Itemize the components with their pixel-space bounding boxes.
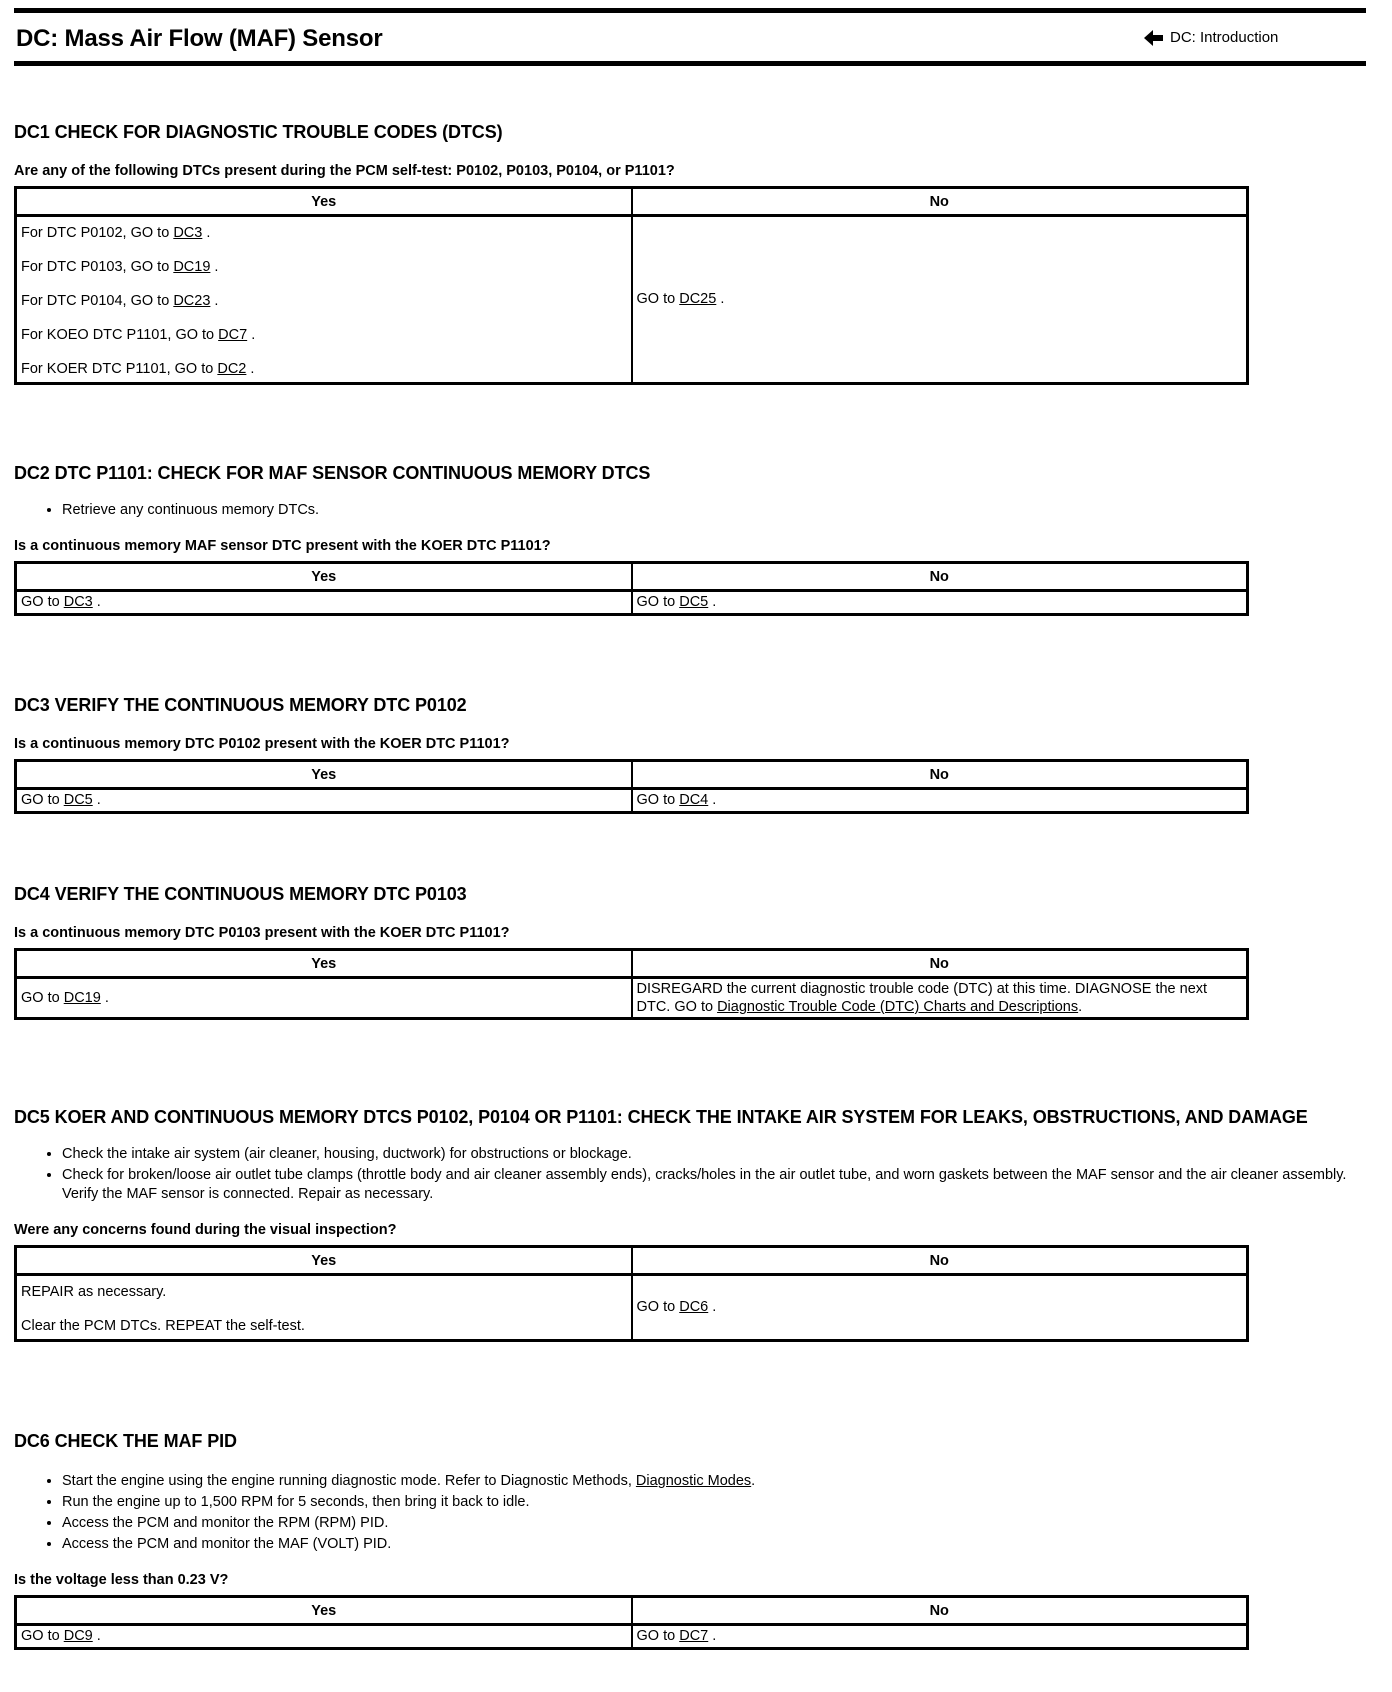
yes-header: Yes	[16, 950, 632, 978]
section-dc2	[14, 463, 1366, 616]
instruction-list	[14, 1145, 1366, 1204]
yes-header: Yes	[16, 761, 632, 789]
link-dc5[interactable]: DC5	[679, 594, 709, 610]
question: Is a continuous memory DTC P0103 present with the KOER DTC P1101?	[14, 925, 510, 941]
back-to-introduction-link[interactable]: DC: Introduction	[1144, 29, 1278, 46]
link-dc3[interactable]: DC3	[173, 225, 203, 241]
yes-header: Yes	[16, 1597, 632, 1625]
no-header: No	[632, 950, 1248, 978]
yes-line: For DTC P0104, GO to DC23 .	[21, 293, 219, 309]
instruction-item: • Access the PCM and monitor the RPM (RPM) PID.	[62, 1514, 1366, 1533]
no-header: No	[632, 188, 1248, 216]
question: Is a continuous memory DTC P0102 present with the KOER DTC P1101?	[14, 736, 510, 752]
link-dc25[interactable]: DC25	[679, 291, 717, 307]
no-header: No	[632, 1247, 1248, 1275]
link-dc23[interactable]: DC23	[173, 293, 211, 309]
instruction-item: • Access the PCM and monitor the MAF (VOLT) PID.	[62, 1535, 1366, 1554]
yes-header: Yes	[16, 188, 632, 216]
no-header: No	[632, 1597, 1248, 1625]
no-header: No	[632, 761, 1248, 789]
link-diagnostic-modes[interactable]: Diagnostic Modes	[635, 1473, 752, 1489]
link-dc6[interactable]: DC6	[679, 1299, 709, 1315]
arrow-left-icon	[1144, 30, 1164, 46]
no-cell: GO to DC4 .	[636, 792, 717, 808]
yes-line: For DTC P0102, GO to DC3 .	[21, 225, 211, 241]
section-heading: DC1 CHECK FOR DIAGNOSTIC TROUBLE CODES (DTCS)	[14, 122, 503, 142]
section-dc4	[14, 884, 1366, 1020]
link-dc2[interactable]: DC2	[217, 361, 247, 377]
section-heading: DC5 KOER AND CONTINUOUS MEMORY DTCS P0102, P0104 OR P1101: CHECK THE INTAKE AIR SYSTEM FOR LEAKS, OBSTRUCTIONS, AND DAMAGE	[14, 1107, 1308, 1127]
link-dc19[interactable]: DC19	[63, 989, 101, 1006]
page-title: DC: Mass Air Flow (MAF) Sensor	[16, 25, 383, 52]
section-dc6	[14, 1431, 1366, 1650]
instruction-item: • Run the engine up to 1,500 RPM for 5 seconds, then bring it back to idle.	[62, 1493, 1366, 1512]
yes-cell: GO to DC19 .	[16, 978, 632, 1019]
instruction-item: • Check for broken/loose air outlet tube clamps (throttle body and air cleaner assembly ends), cracks/holes in the air outlet tube, and worn gaskets between the MAF sensor and the air cleaner assembly. Verify the MAF sensor is connected. Repair as necessary.	[62, 1166, 1366, 1204]
link-dc3[interactable]: DC3	[63, 594, 93, 610]
yes-no-table	[14, 1245, 1249, 1342]
no-header: No	[632, 563, 1248, 591]
link-dc7[interactable]: DC7	[679, 1628, 709, 1644]
link-dc5[interactable]: DC5	[63, 792, 93, 808]
link-dc7[interactable]: DC7	[218, 327, 248, 343]
question: Were any concerns found during the visual inspection?	[14, 1222, 397, 1238]
yes-no-table	[14, 186, 1249, 385]
yes-cell: GO to DC5 .	[16, 789, 632, 813]
yes-line: REPAIR as necessary.	[21, 1284, 167, 1300]
section-dc5	[14, 1107, 1366, 1342]
link-dc9[interactable]: DC9	[63, 1628, 93, 1644]
section-heading: DC2 DTC P1101: CHECK FOR MAF SENSOR CONTINUOUS MEMORY DTCS	[14, 463, 651, 483]
instruction-item: • Check the intake air system (air cleaner, housing, ductwork) for obstructions or blockage.	[62, 1145, 1366, 1164]
yes-line: Clear the PCM DTCs. REPEAT the self-test.	[21, 1318, 305, 1334]
no-cell: GO to DC7 .	[636, 1628, 717, 1644]
yes-cell: GO to DC3 .	[16, 591, 632, 615]
link-dtc-charts-and-descriptions[interactable]: Diagnostic Trouble Code (DTC) Charts and Descriptions	[717, 999, 1079, 1015]
yes-no-table	[14, 948, 1249, 1020]
no-cell: GO to DC5 .	[636, 594, 717, 610]
link-dc19[interactable]: DC19	[173, 259, 211, 275]
section-dc3	[14, 695, 1366, 814]
yes-no-table	[14, 759, 1249, 814]
section-dc1	[14, 122, 1366, 385]
yes-line: For KOEO DTC P1101, GO to DC7 .	[21, 327, 256, 343]
yes-cell: GO to DC9 .	[16, 1625, 632, 1649]
no-cell: DISREGARD the current diagnostic trouble code (DTC) at this time. DIAGNOSE the next DTC. GO to Diagnostic Trouble Code (DTC) Charts and Descriptions.	[636, 981, 1208, 1015]
yes-header: Yes	[16, 1247, 632, 1275]
instruction-list	[14, 1472, 1366, 1554]
instruction-item: • Retrieve any continuous memory DTCs.	[62, 501, 1366, 520]
instruction-list	[14, 501, 1366, 520]
question: Is a continuous memory MAF sensor DTC present with the KOER DTC P1101?	[14, 538, 551, 554]
yes-no-table	[14, 1595, 1249, 1650]
link-dc4[interactable]: DC4	[679, 792, 709, 808]
section-heading: DC6 CHECK THE MAF PID	[14, 1431, 237, 1451]
question: Are any of the following DTCs present during the PCM self-test: P0102, P0103, P0104, or P1101?	[14, 163, 675, 179]
yes-line: For DTC P0103, GO to DC19 .	[21, 259, 219, 275]
no-cell: GO to DC25 .	[636, 291, 725, 307]
question: Is the voltage less than 0.23 V?	[14, 1572, 229, 1588]
section-heading: DC3 VERIFY THE CONTINUOUS MEMORY DTC P0102	[14, 695, 467, 715]
yes-line: For KOER DTC P1101, GO to DC2 .	[21, 361, 255, 377]
instruction-item: • Start the engine using the engine running diagnostic mode. Refer to Diagnostic Methods, Diagnostic Modes.	[62, 1472, 1366, 1491]
yes-no-table	[14, 561, 1249, 616]
yes-cell	[16, 1275, 632, 1341]
yes-cell	[16, 216, 632, 384]
page-header	[14, 8, 1366, 66]
yes-header: Yes	[16, 563, 632, 591]
section-heading: DC4 VERIFY THE CONTINUOUS MEMORY DTC P0103	[14, 884, 467, 904]
no-cell: GO to DC6 .	[636, 1299, 717, 1315]
